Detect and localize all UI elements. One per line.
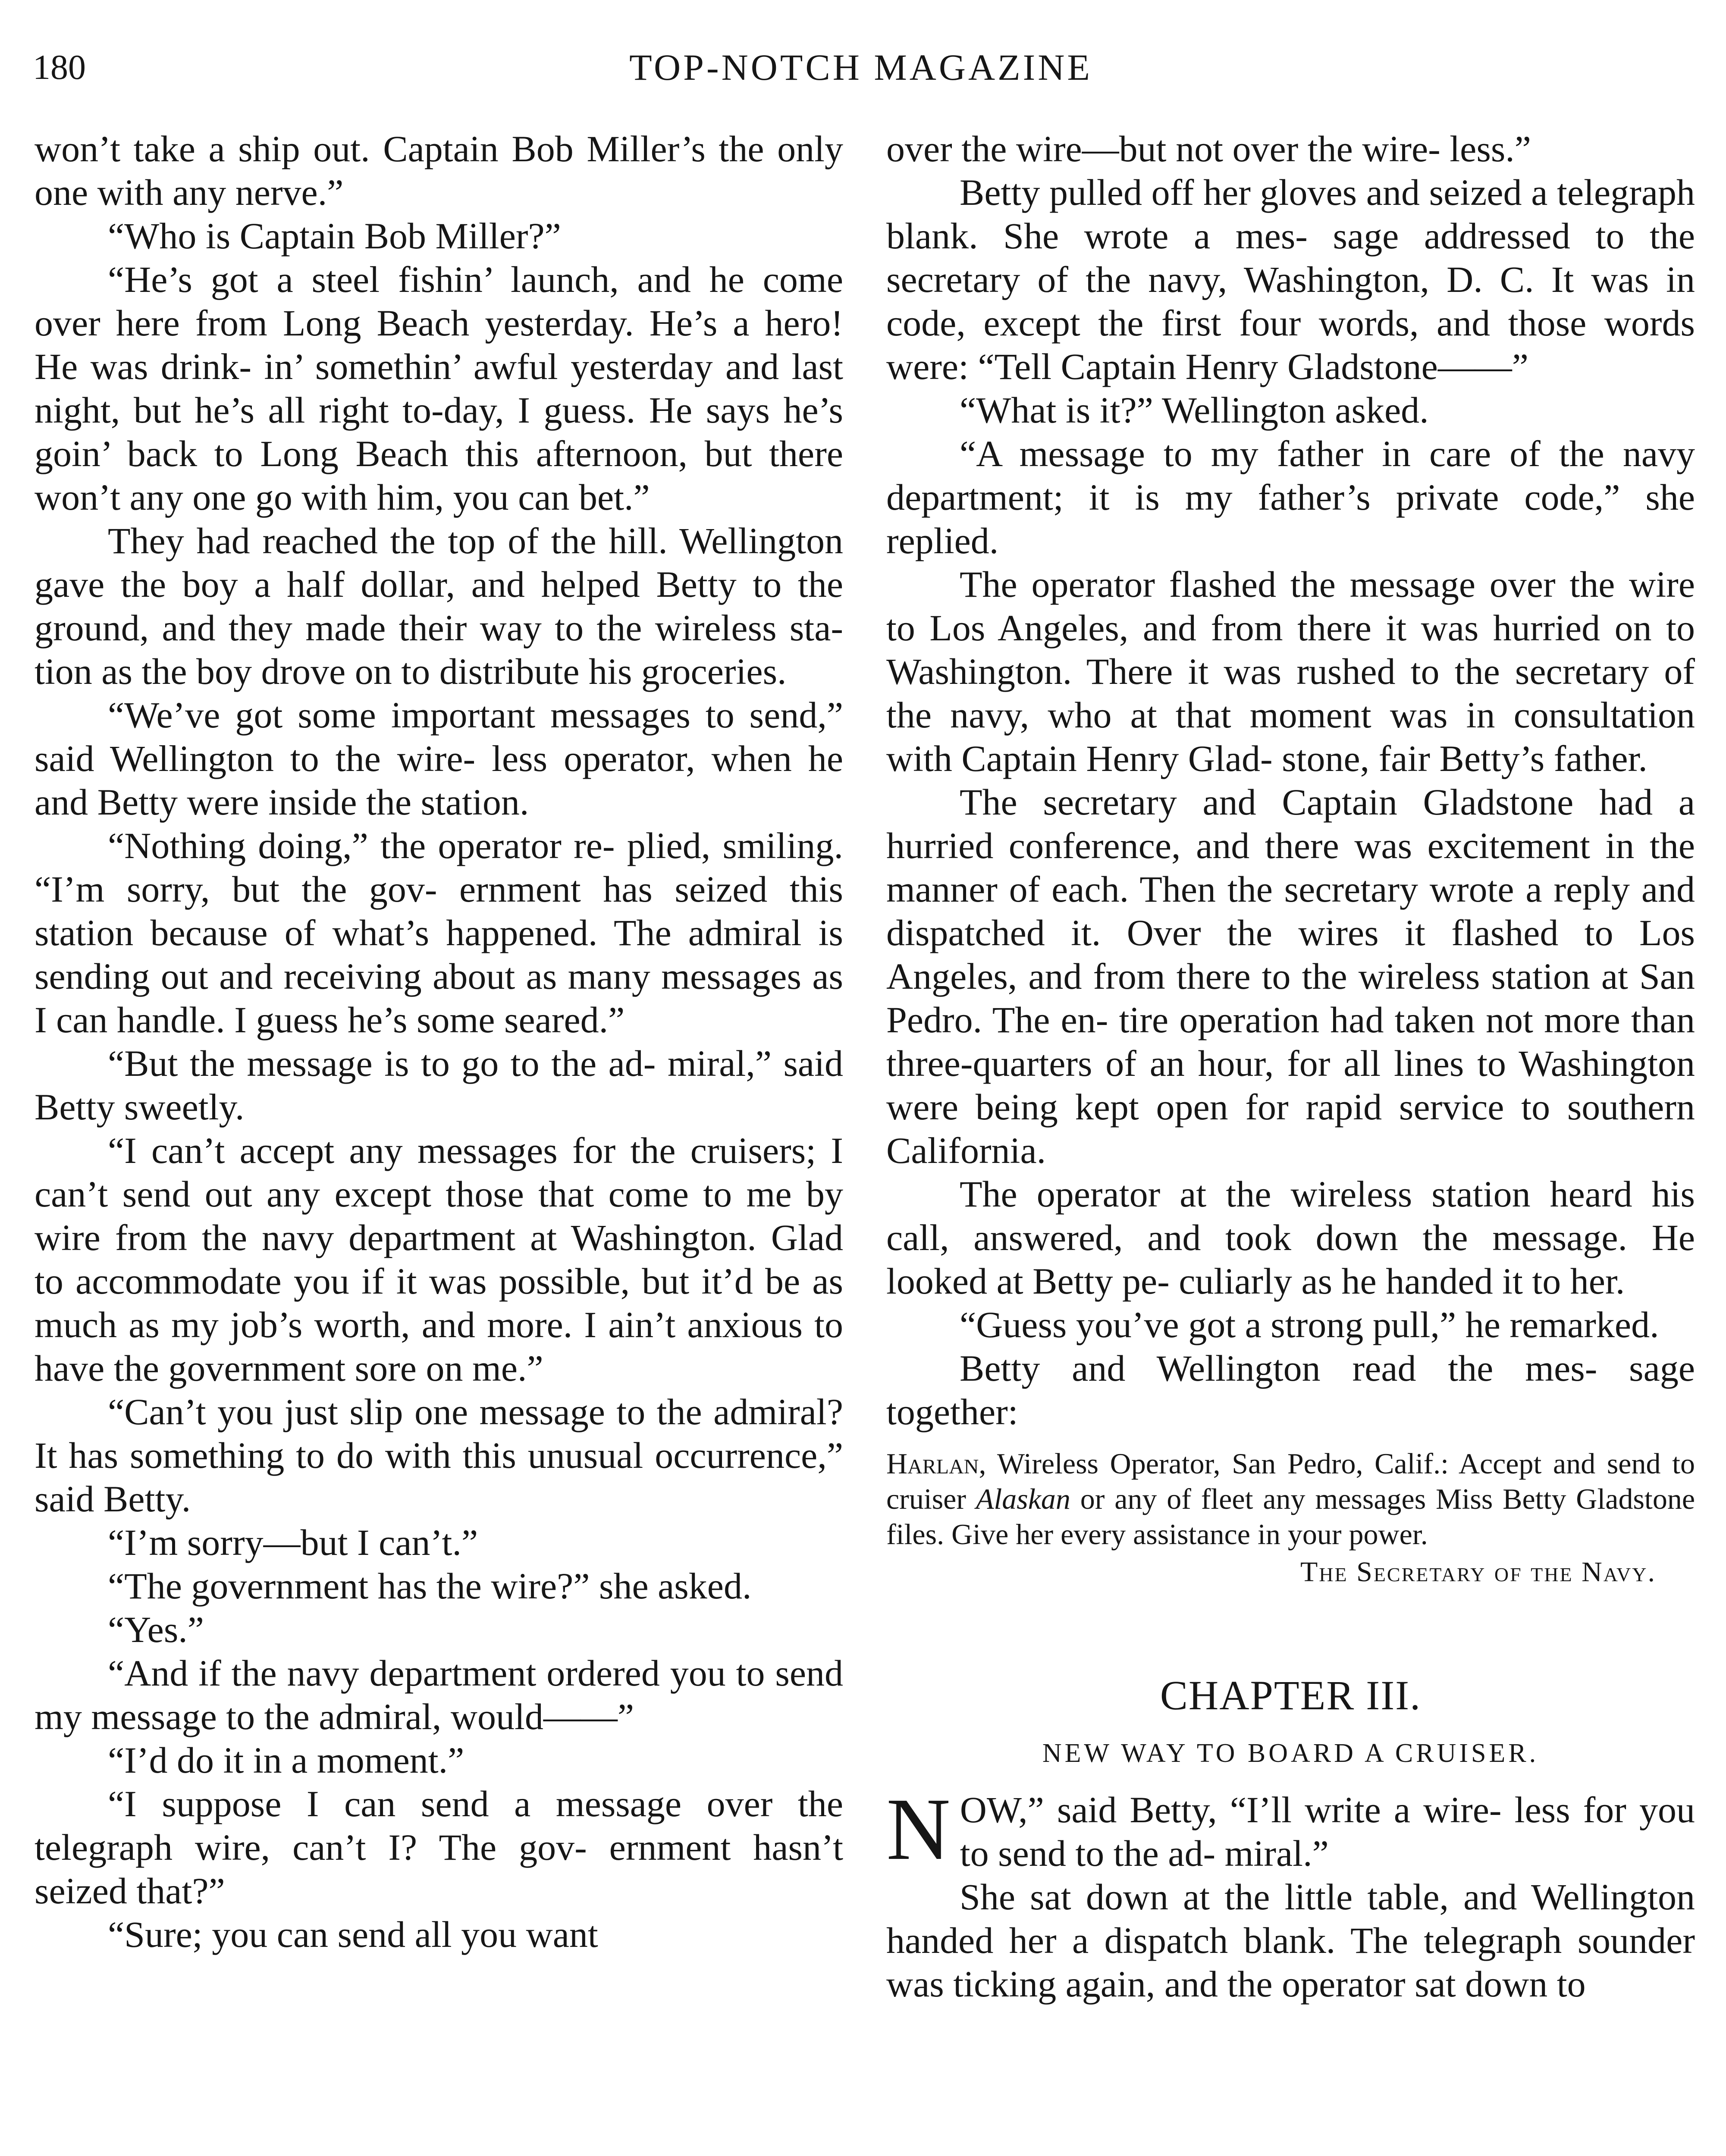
telegram-ship-name: Alaskan	[976, 1482, 1070, 1515]
paragraph: “We’ve got some important messages to send,” said Wellington to the wire- less operator, when he and Betty were inside the station.	[35, 694, 843, 823]
page-header	[33, 41, 1689, 97]
paragraph: “Sure; you can send all you want	[108, 1914, 598, 1955]
magazine-title: TOP-NOTCH MAGAZINE	[629, 47, 1092, 88]
paragraph: The secretary and Captain Gladstone had a hurried conference, and there was excitement in the manner of each. Then the secretary wrote a reply and dispatched it. Over the wires it flashed to Los Angeles, and from there to the wireless station at San Pedro. The en- tire operation had taken not more than three-quarters of an hour, for all lines to Washington were being kept open for rapid service to southern California.	[886, 781, 1695, 1171]
paragraph: “Nothing doing,” the operator re- plied, smiling. “I’m sorry, but the gov- ernment has seized this station because of what’s happened. The admiral is sending out and receiving about as many messages as I can handle. I guess he’s some seared.”	[35, 825, 843, 1040]
telegram-message	[886, 1446, 1695, 1552]
chapter-title: CHAPTER III.	[1160, 1672, 1422, 1718]
paragraph: “I’m sorry—but I can’t.”	[108, 1522, 478, 1563]
paragraph: “He’s got a steel fishin’ launch, and he come over here from Long Beach yesterday. He’s a hero! He was drink- in’ somethin’ awful yesterday and last night, but he’s all right to-day, I guess. He says he’s goin’ back to Long Beach this afternoon, but there won’t any one go with him, you can bet.”	[35, 259, 843, 518]
paragraph: She sat down at the little table, and Wellington handed her a dispatch blank. The telegraph sounder was ticking again, and the operator sat down to	[886, 1876, 1695, 2005]
paragraph: The operator flashed the message over the wire to Los Angeles, and from there it was hurried on to Washington. There it was rushed to the secretary of the navy, who at that moment was in consultation with Captain Henry Glad- stone, fair Betty’s father.	[886, 564, 1695, 779]
paragraph: “Who is Captain Bob Miller?”	[108, 215, 561, 257]
left-column	[35, 127, 843, 1956]
paragraph: won’t take a ship out. Captain Bob Miller’s the only one with any nerve.”	[35, 128, 843, 213]
paragraph: Betty pulled off her gloves and seized a telegraph blank. She wrote a mes- sage addressed to the secretary of the navy, Washington, D. C. It was in code, except the first four words, and those words were: “Tell Captain Henry Gladstone——”	[886, 172, 1695, 387]
paragraph: They had reached the top of the hill. Wellington gave the boy a half dollar, and helped Betty to the ground, and they made their way to the wireless sta- tion as the boy drove on to distribute his groceries.	[35, 520, 843, 692]
paragraph: over the wire—but not over the wire- less.”	[886, 128, 1531, 169]
chapter-opening-paragraph	[886, 1780, 1695, 1878]
page-number: 180	[33, 47, 86, 87]
telegram-text: , Wireless Operator, San Pedro, Calif.: Accept and send to cruiser	[886, 1447, 1695, 1515]
telegram-signature: The Secretary of the Navy.	[1300, 1556, 1656, 1588]
paragraph: “I’d do it in a moment.”	[108, 1739, 464, 1781]
paragraph: “Guess you’ve got a strong pull,” he remarked.	[960, 1304, 1659, 1345]
paragraph: “The government has the wire?” she asked.	[108, 1565, 752, 1607]
paragraph: “And if the navy department ordered you to send my message to the admiral, would——”	[35, 1652, 843, 1737]
telegram-addressee: Harlan	[886, 1447, 979, 1480]
paragraph: “I can’t accept any messages for the cruisers; I can’t send out any except those that come to me by wire from the navy department at Washington. Glad to accommodate you if it was possible, but it’d be as much as my job’s worth, and more. I ain’t anxious to have the government sore on me.”	[35, 1130, 843, 1389]
right-column	[886, 127, 1695, 2006]
drop-cap: N	[886, 1780, 951, 1878]
paragraph: “But the message is to go to the ad- miral,” said Betty sweetly.	[35, 1043, 843, 1128]
paragraph: “A message to my father in care of the navy department; it is my father’s private code,” she replied.	[886, 433, 1695, 561]
telegram-text: or any of fleet any messages Miss Betty Gladstone files. Give her every assistance in your power.	[886, 1482, 1695, 1551]
paragraph: “Can’t you just slip one message to the admiral? It has something to do with this unusual occurrence,” said Betty.	[35, 1391, 843, 1520]
paragraph: The operator at the wireless station heard his call, answered, and took down the message. He looked at Betty pe- culiarly as he handed it to her.	[886, 1173, 1695, 1302]
paragraph-text: OW,” said Betty, “I’ll write a wire- less for you to send to the ad- miral.”	[960, 1789, 1695, 1874]
paragraph: Betty and Wellington read the mes- sage together:	[886, 1348, 1695, 1432]
paragraph: “Yes.”	[108, 1609, 204, 1650]
paragraph: “I suppose I can send a message over the telegraph wire, can’t I? The gov- ernment hasn’t seized that?”	[35, 1783, 843, 1912]
chapter-subtitle: NEW WAY TO BOARD A CRUISER.	[1042, 1739, 1539, 1768]
paragraph: “What is it?” Wellington asked.	[960, 389, 1429, 431]
